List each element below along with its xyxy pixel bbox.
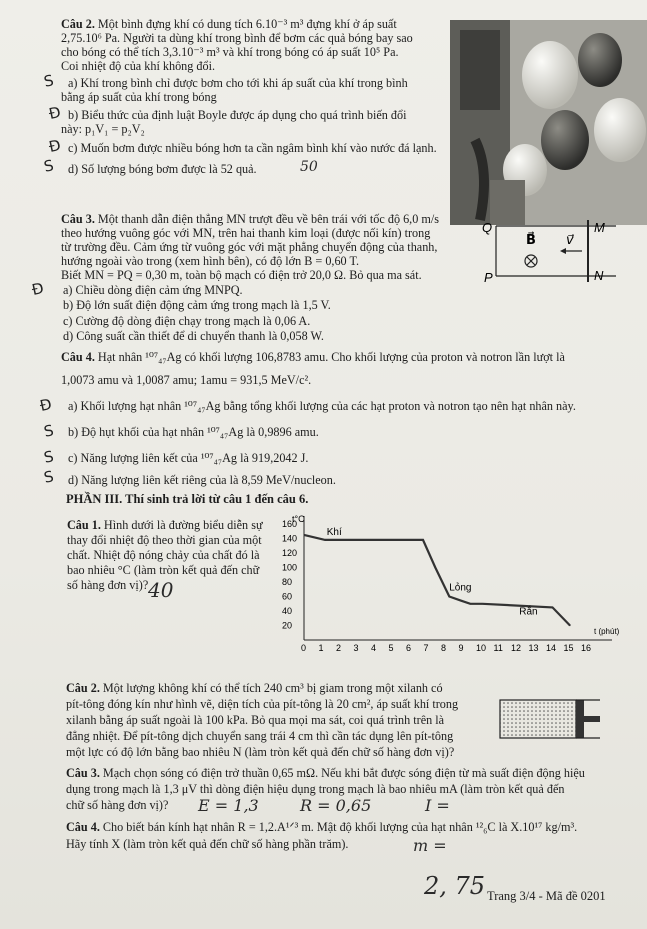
x-tick-label: 16 — [581, 643, 592, 653]
q3-line4: hướng ngoài vào trong (xem hình bên), có độ lớn B = 0,60 T. — [61, 254, 360, 268]
answer-mark-d: Đ — [47, 102, 63, 124]
q2-option-a-line2: bằng áp suất của khí trong bóng — [61, 90, 217, 104]
q4-line2: 1,0073 amu và 1,0087 amu; 1amu = 931,5 MeV/c². — [61, 373, 312, 387]
y-axis-label: t°C — [292, 514, 305, 524]
q4-option-d: d) Năng lượng liên kết riêng của là 8,59 MeV/nucleon. — [68, 473, 336, 487]
data-point — [461, 600, 462, 601]
y-tick-label: 20 — [282, 620, 293, 631]
p3-q3-line3: chữ số hàng đơn vị)? — [66, 798, 169, 812]
y-tick-label: 160 — [282, 519, 298, 529]
handwritten-answer: 40 — [148, 578, 174, 602]
data-point — [324, 539, 325, 540]
data-point — [482, 603, 483, 604]
y-tick-label: 40 — [282, 606, 293, 616]
balloons-photo — [450, 20, 647, 225]
p3-q2-line3: xilanh bằng áp suất ngoài là 100 kPa. Bỏ qua mọi ma sát, coi quá trình trên là — [66, 713, 445, 727]
cylinder-piston-figure — [498, 697, 602, 741]
p3-q3-line2: dụng trong mạch là 1,3 μV thì dòng điện hiệu dụng trong mạch là bao nhiêu mA (làm tròn kết quả đến — [66, 782, 565, 796]
p3-q2-line5: một lực có độ lớn bằng bao nhiêu N (làm tròn kết quả đến chữ số hàng đơn vị)? — [66, 745, 455, 759]
x-tick-label: 7 — [423, 643, 429, 653]
p3-q1-line1: Câu 1. Hình dưới là đường biểu diễn sự — [67, 518, 263, 532]
data-point — [435, 567, 436, 568]
q3-option-d: d) Công suất cần thiết để di chuyển thanh là 0,058 W. — [63, 329, 324, 343]
x-tick-label: 8 — [441, 643, 447, 653]
phase-annotation: Rắn — [519, 606, 538, 618]
x-tick-label: 0 — [301, 643, 307, 653]
answer-mark-s: S — [42, 447, 56, 467]
q3-option-b: b) Độ lớn suất điện động cảm ứng trong mạch là 1,5 V. — [63, 298, 331, 312]
q2-line3: cho bóng có thể tích 3,3.10⁻³ m³ và khí trong bóng có áp suất 10⁵ Pa. — [61, 45, 399, 59]
data-point — [449, 596, 450, 597]
q2-option-d: d) Số lượng bóng bơm được là 52 quả. — [68, 162, 257, 176]
answer-mark-d: Đ — [38, 394, 54, 416]
y-tick-label: 120 — [282, 548, 298, 558]
p3-q1-line5: số hàng đơn vị)? — [67, 578, 149, 592]
answer-mark-s: S — [42, 421, 56, 441]
q4-option-b: b) Độ hụt khối của hạt nhân ¹⁰⁷₄₇Ag là 0,9896 amu. — [68, 425, 319, 439]
x-tick-label: 15 — [563, 643, 574, 653]
answer-mark-d: Đ — [30, 278, 46, 300]
p3-q4-line2: Hãy tính X (làm tròn kết quả đến chữ số hàng phần trăm). — [66, 837, 349, 851]
q2-option-c: c) Muốn bơm được nhiều bóng hơn ta cần ngâm bình khí vào nước đá lạnh. — [68, 141, 437, 155]
q3-line3: từ trường đều. Cảm ứng từ vuông góc với mặt phẳng chuyển động của thanh, — [61, 240, 438, 254]
label-p: P — [484, 270, 493, 285]
data-point — [422, 539, 423, 540]
phase-annotation: Lỏng — [449, 582, 472, 594]
temperature-time-chart — [272, 514, 632, 670]
x-tick-label: 6 — [406, 643, 412, 653]
x-tick-label: 4 — [371, 643, 377, 653]
label-m: M — [594, 220, 605, 235]
p3-q2-line4: đẳng nhiệt. Để pít-tông dịch chuyển sang trái 4 cm thì cần tác dụng lên pít-tông — [66, 729, 454, 743]
handwritten-note: I = — [425, 796, 450, 815]
x-tick-label: 12 — [511, 643, 522, 653]
y-tick-label: 60 — [282, 591, 293, 602]
x-tick-label: 11 — [493, 643, 503, 653]
q3-circuit-figure — [476, 214, 626, 292]
q2-option-a-line1: a) Khí trong bình chỉ được bơm cho tới khi áp suất của khí trong bình — [68, 76, 408, 90]
p3-q1-line4: bao nhiêu °C (làm tròn kết quả đến chữ — [67, 563, 260, 577]
x-tick-label: 13 — [528, 643, 539, 653]
phase-annotation: Khí — [326, 526, 342, 538]
label-v: v⃗ — [566, 232, 574, 247]
x-tick-label: 3 — [353, 643, 359, 653]
x-tick-label: 2 — [336, 643, 342, 653]
handwritten-answer: 50 — [300, 159, 318, 175]
q4-line1: Câu 4. Hạt nhân ¹⁰⁷₄₇Ag có khối lượng 106,8783 amu. Cho khối lượng của proton và notron lần lượt là — [61, 350, 565, 364]
p3-q1-line2: thay đổi nhiệt độ theo thời gian của một — [67, 533, 262, 547]
label-q: Q — [482, 220, 493, 235]
y-tick-label: 80 — [282, 577, 293, 587]
label-b: B⃗ — [526, 232, 536, 247]
y-tick-label: 100 — [282, 562, 298, 573]
p3-q2-line2: pít-tông đóng kín như hình vẽ, diện tích của pít-tông là 20 cm², áp suất khí trong — [66, 697, 459, 711]
data-point — [303, 534, 304, 535]
handwritten-note: R = 0,65 — [300, 796, 372, 815]
data-point — [470, 603, 471, 604]
answer-mark-d: Đ — [47, 135, 63, 157]
p3-q4-line1: Câu 4. Cho biết bán kính hạt nhân R = 1,2.A¹ᐟ³ m. Mật độ khối lượng của hạt nhân ¹²₆C là X.10¹⁷ kg/m³. — [66, 820, 578, 834]
answer-mark-s: S — [42, 467, 56, 487]
data-point — [569, 625, 570, 626]
q3-line2: theo hướng vuông góc với MN, trên hai thanh kim loại (được nối kín) trong — [61, 226, 431, 240]
data-point — [552, 607, 553, 608]
q2-option-b-line2: này: p₁V₁ = p₂V₂ — [61, 122, 145, 136]
handwritten-note: m = — [413, 836, 447, 855]
label-n: N — [594, 268, 604, 283]
q2-option-b-line1: b) Biểu thức của định luật Boyle được áp dụng cho quá trình biến đổi — [68, 108, 407, 122]
p3-q2-line1: Câu 2. Một lượng không khí có thể tích 240 cm³ bị giam trong một xilanh có — [66, 681, 443, 695]
x-tick-label: 10 — [476, 643, 487, 653]
q2-line4: Coi nhiệt độ của khí không đổi. — [61, 59, 216, 73]
page-footer: Trang 3/4 - Mã đề 0201 — [487, 889, 606, 903]
q2-line2: 2,75.10⁶ Pa. Người ta dùng khí trong bình để bơm các quả bóng bay sao — [61, 31, 413, 45]
handwritten-answer: 2, 75 — [424, 872, 486, 900]
x-axis-label: t (phút) — [594, 627, 620, 636]
q2-line1: Câu 2. Một bình đựng khí có dung tích 6.10⁻³ m³ đựng khí ở áp suất — [61, 17, 397, 31]
part3-heading: PHẦN III. Thí sinh trả lời từ câu 1 đến câu 6. — [66, 492, 309, 506]
answer-mark-s: S — [42, 71, 56, 91]
handwritten-note: E = 1,3 — [198, 796, 259, 815]
p3-q1-line3: chất. Nhiệt độ nóng chảy của chất đó là — [67, 548, 260, 562]
x-tick-label: 14 — [546, 643, 557, 653]
x-tick-label: 1 — [318, 643, 324, 653]
p3-q3-line1: Câu 3. Mạch chọn sóng có điện trở thuần 0,65 mΩ. Nếu khi bắt được sóng điện từ mà suất điện động hiệu — [66, 766, 585, 780]
q3-line1: Câu 3. Một thanh dẫn điện thẳng MN trượt đều về bên trái với tốc độ 6,0 m/s — [61, 212, 439, 226]
q3-option-c: c) Cường độ dòng điện chạy trong mạch là 0,06 A. — [63, 314, 311, 328]
q4-option-a: a) Khối lượng hạt nhân ¹⁰⁷₄₇Ag bằng tổng khối lượng của các hạt proton và notron tạo nên hạt nhân này. — [68, 399, 576, 413]
q4-option-c: c) Năng lượng liên kết của ¹⁰⁷₄₇Ag là 919,2042 J. — [68, 451, 309, 465]
x-tick-label: 9 — [458, 643, 464, 653]
y-tick-label: 140 — [282, 533, 298, 544]
q3-option-a: a) Chiều dòng điện cảm ứng MNPQ. — [63, 283, 243, 297]
answer-mark-s: S — [42, 156, 56, 176]
q3-line5: Biết MN = PQ = 0,30 m, toàn bộ mạch có điện trở 20,0 Ω. Bỏ qua ma sát. — [61, 268, 422, 282]
x-tick-label: 5 — [388, 643, 394, 653]
